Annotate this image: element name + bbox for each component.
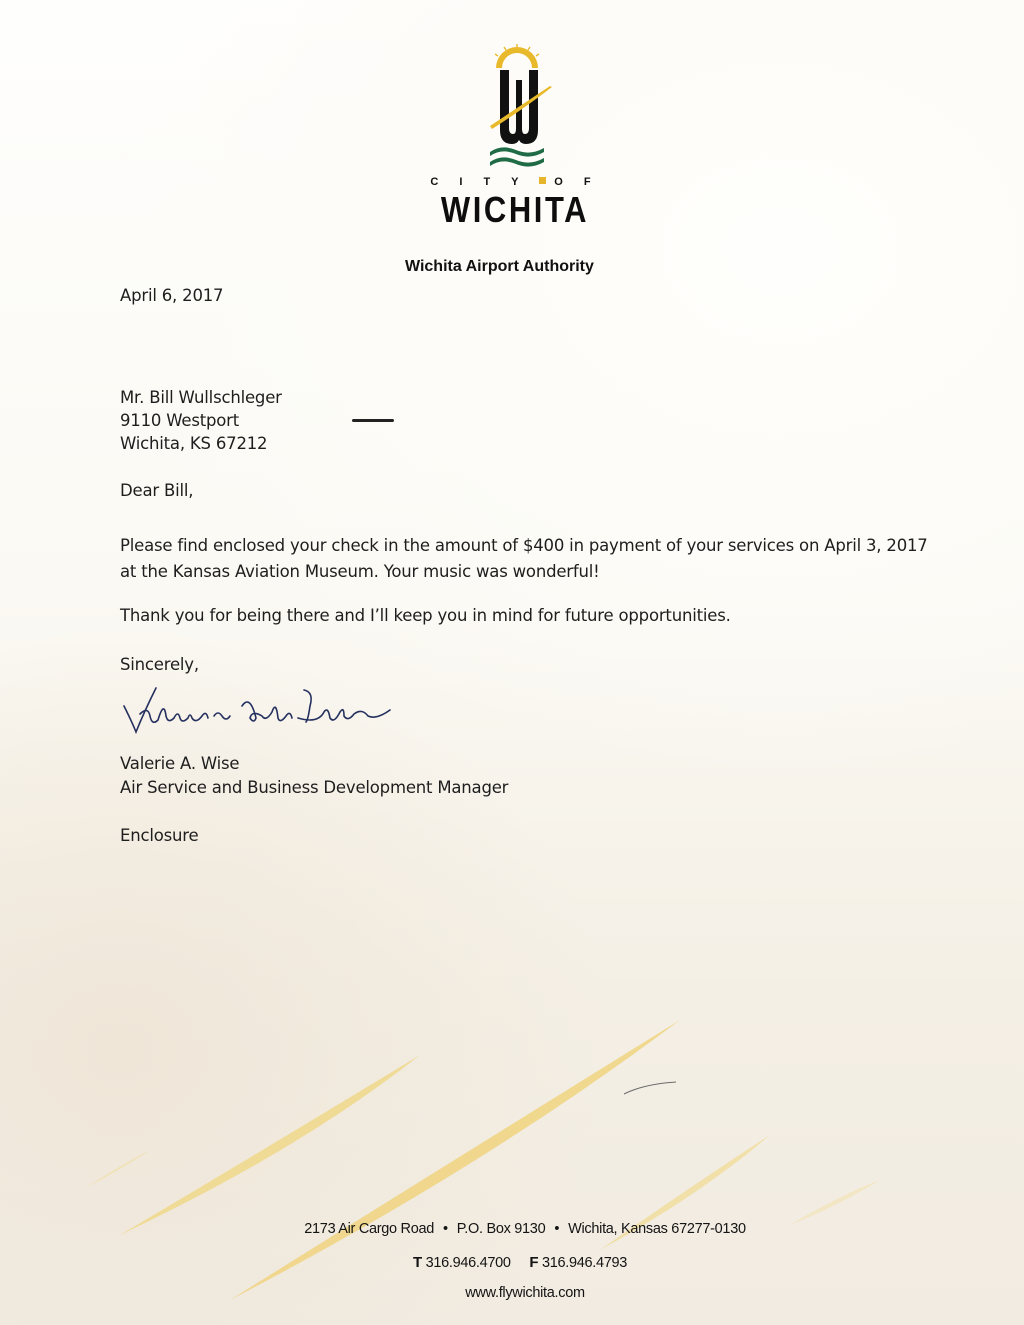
phone-number: 316.946.4700 [425, 1255, 511, 1271]
city-label: C I T Y [430, 176, 528, 188]
recipient-city: Wichita, KS 67212 [120, 434, 268, 453]
city-name: WICHITA [440, 189, 590, 230]
footer-address [270, 1221, 780, 1237]
of-label: O F [554, 176, 600, 188]
body-paragraph-1: Please find enclosed your check in the amount of $400 in payment of your services on April 3, 2017 at the Kansas Aviation Museum. Your music was wonderful! [120, 536, 928, 581]
salutation: Dear Bill, [120, 481, 194, 500]
yellow-dot-icon [539, 177, 546, 184]
pen-stray-mark-icon [620, 1078, 680, 1098]
footer-po-box: P.O. Box 9130 [456, 1221, 546, 1237]
signer-name: Valerie A. Wise [120, 754, 240, 773]
phone-label: T [412, 1254, 422, 1271]
bullet-separator: • [554, 1221, 560, 1237]
footer-city: Wichita, Kansas 67277-0130 [568, 1221, 746, 1237]
recipient-name: Mr. Bill Wullschleger [120, 388, 282, 407]
letter-date: April 6, 2017 [120, 286, 224, 305]
signer-title: Air Service and Business Development Manager [120, 778, 509, 797]
pen-mark-dash [352, 419, 394, 422]
signature-icon [118, 676, 418, 740]
fax-number: 316.946.4793 [541, 1255, 628, 1271]
recipient-street: 9110 Westport [120, 411, 240, 430]
body-paragraph-2: Thank you for being there and I’ll keep you in mind for future opportunities. [120, 606, 731, 625]
footer-street: 2173 Air Cargo Road [304, 1221, 435, 1237]
closing: Sincerely, [120, 655, 199, 674]
decorative-swoosh-icon [0, 1010, 1024, 1325]
fax-label: F [529, 1254, 539, 1271]
city-of-wichita-logo-icon [480, 44, 554, 168]
recipient-address [120, 386, 282, 455]
city-of-label [430, 176, 600, 188]
department-name: Wichita Airport Authority [405, 258, 594, 275]
footer-website[interactable]: www.flywichita.com [465, 1285, 585, 1301]
footer-phone-fax [270, 1254, 770, 1271]
bullet-separator: • [443, 1221, 448, 1237]
signer-block [120, 752, 508, 800]
enclosure-note: Enclosure [120, 826, 199, 845]
